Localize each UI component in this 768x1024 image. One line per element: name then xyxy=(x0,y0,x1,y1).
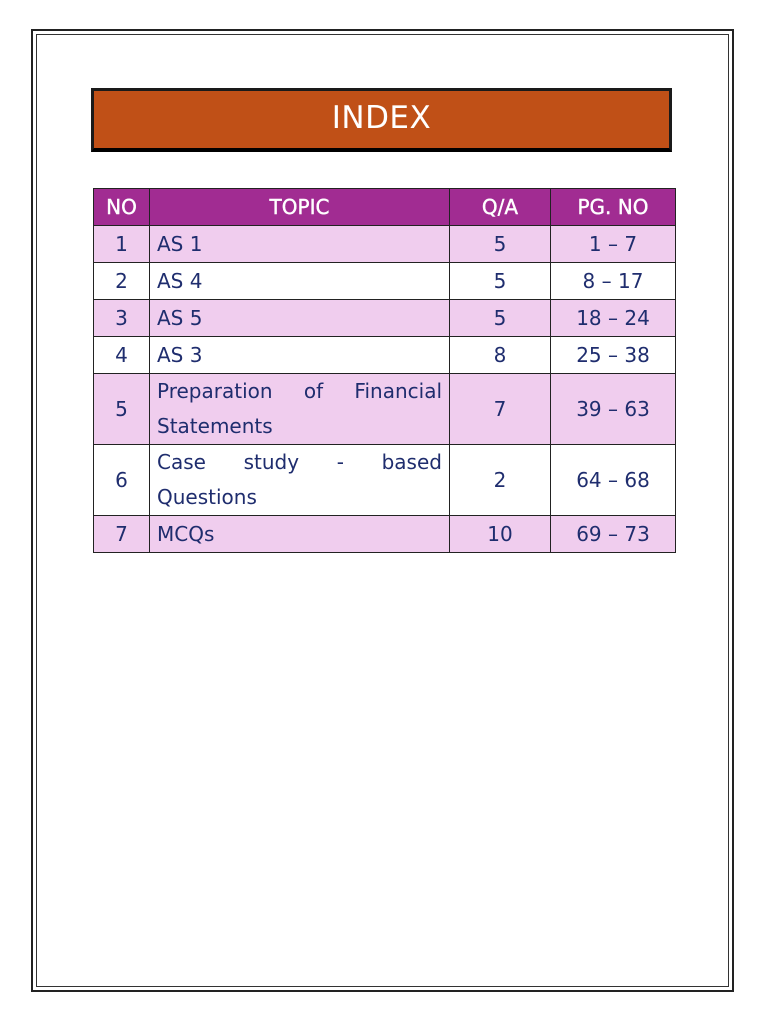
table-row xyxy=(94,226,676,263)
row-qa: 7 xyxy=(450,374,551,445)
table-row xyxy=(94,374,676,445)
row-qa: 5 xyxy=(450,226,551,263)
row-qa: 10 xyxy=(450,516,551,553)
table-row xyxy=(94,516,676,553)
row-pages: 18 – 24 xyxy=(551,300,676,337)
row-pages: 25 – 38 xyxy=(551,337,676,374)
row-topic xyxy=(150,374,450,445)
header-no: NO xyxy=(94,189,150,226)
topic-word: of xyxy=(303,379,324,403)
row-qa: 5 xyxy=(450,263,551,300)
header-pg: PG. NO xyxy=(551,189,676,226)
row-pages: 39 – 63 xyxy=(551,374,676,445)
topic-word: - xyxy=(336,450,344,474)
row-no: 7 xyxy=(94,516,150,553)
topic-word: based xyxy=(381,450,442,474)
topic-word: Preparation xyxy=(157,379,273,403)
index-table xyxy=(93,188,676,553)
table-row xyxy=(94,263,676,300)
row-no: 3 xyxy=(94,300,150,337)
row-no: 4 xyxy=(94,337,150,374)
row-no: 1 xyxy=(94,226,150,263)
table-row xyxy=(94,300,676,337)
topic-line-1 xyxy=(157,374,442,409)
row-pages: 1 – 7 xyxy=(551,226,676,263)
header-topic: TOPIC xyxy=(150,189,450,226)
row-topic: AS 1 xyxy=(150,226,450,263)
topic-line-2: Questions xyxy=(157,485,257,509)
topic-line-2: Statements xyxy=(157,414,273,438)
row-topic: MCQs xyxy=(150,516,450,553)
title-banner xyxy=(91,88,672,152)
table-header-row xyxy=(94,189,676,226)
topic-word: Financial xyxy=(354,379,442,403)
row-pages: 8 – 17 xyxy=(551,263,676,300)
topic-word: study xyxy=(243,450,300,474)
header-qa: Q/A xyxy=(450,189,551,226)
row-no: 2 xyxy=(94,263,150,300)
table-row xyxy=(94,337,676,374)
row-no: 6 xyxy=(94,445,150,516)
row-pages: 69 – 73 xyxy=(551,516,676,553)
row-pages: 64 – 68 xyxy=(551,445,676,516)
row-qa: 5 xyxy=(450,300,551,337)
page-title: INDEX xyxy=(331,99,432,136)
row-topic xyxy=(150,445,450,516)
row-topic: AS 3 xyxy=(150,337,450,374)
row-topic: AS 5 xyxy=(150,300,450,337)
row-no: 5 xyxy=(94,374,150,445)
topic-line-1 xyxy=(157,445,442,480)
row-qa: 2 xyxy=(450,445,551,516)
row-topic: AS 4 xyxy=(150,263,450,300)
topic-word: Case xyxy=(157,450,206,474)
table-row xyxy=(94,445,676,516)
row-qa: 8 xyxy=(450,337,551,374)
